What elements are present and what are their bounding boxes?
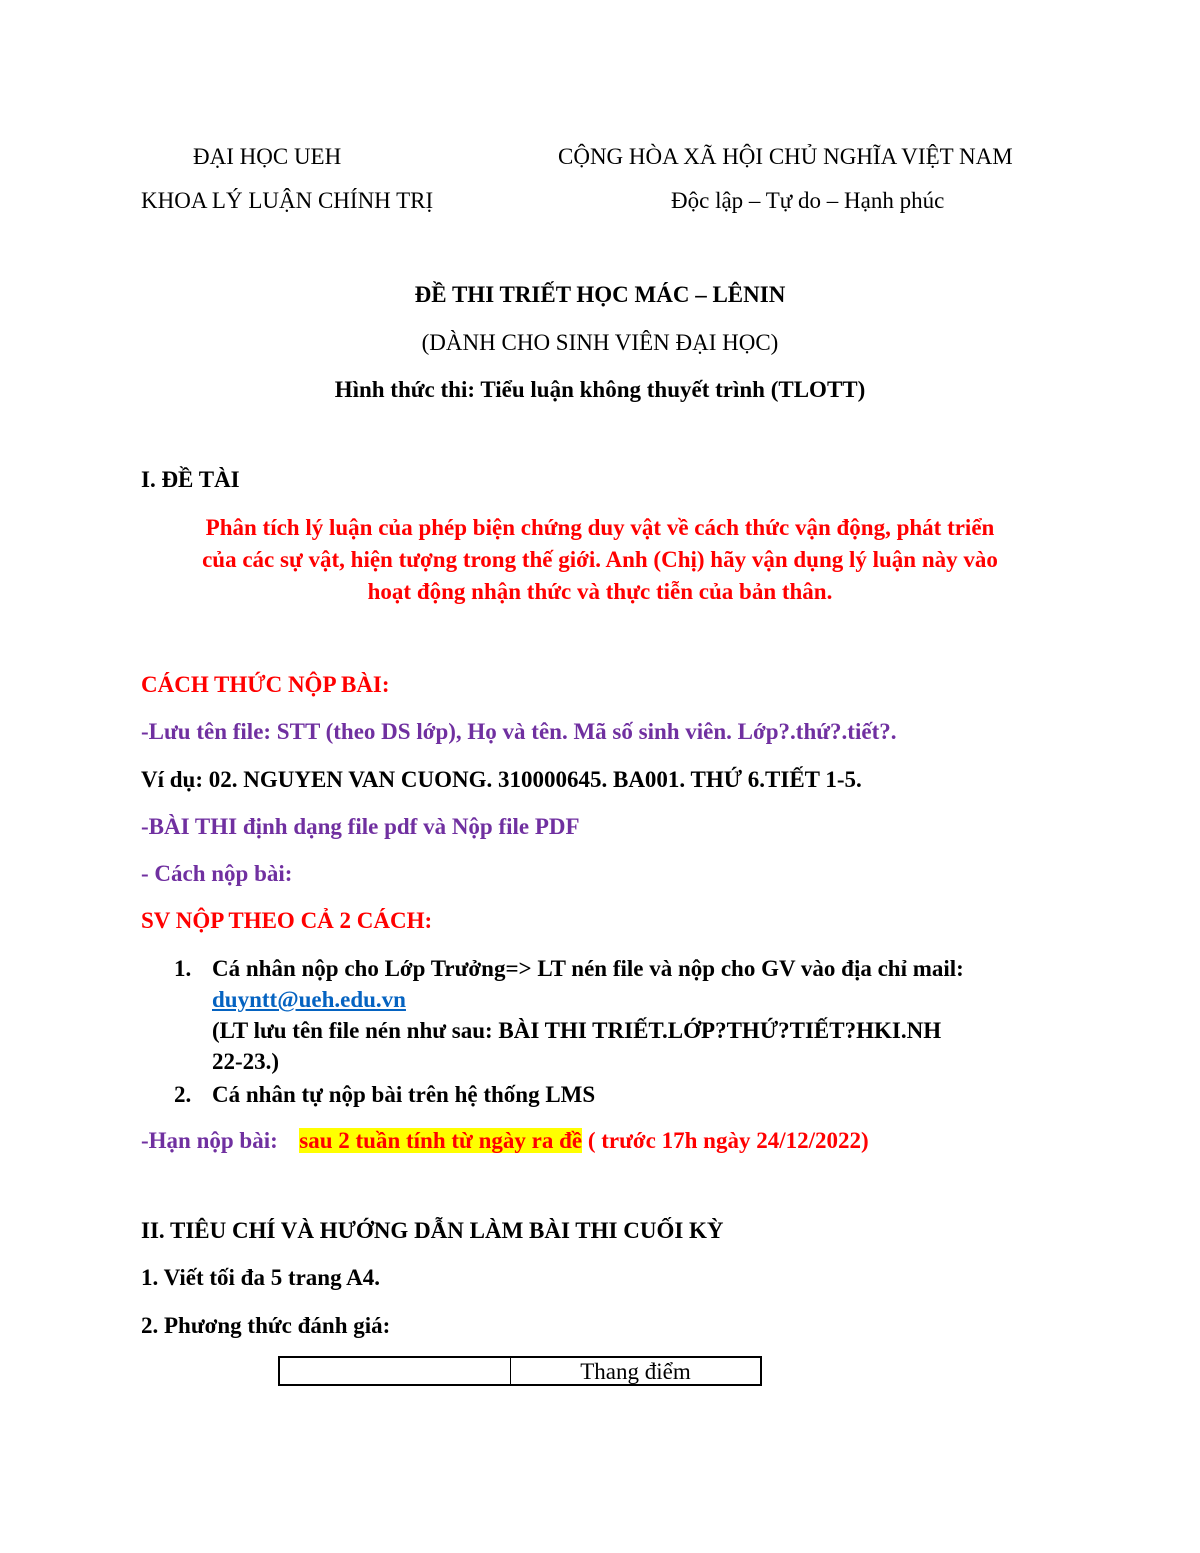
email-line	[212, 987, 406, 1013]
filename-example: Ví dụ: 02. NGUYEN VAN CUONG. 310000645. BA001. THỨ 6.TIẾT 1-5.	[141, 767, 862, 792]
topic-line-2: của các sự vật, hiện tượng trong thế giới. Anh (Chị) hãy vận dụng lý luận này vào	[202, 547, 998, 572]
deadline-line	[141, 1128, 869, 1154]
zip-name-note-line-2: 22-23.)	[212, 1049, 280, 1074]
criteria-item-1: 1. Viết tối đa 5 trang A4.	[141, 1265, 380, 1290]
deadline-highlight: sau 2 tuần tính từ ngày ra đề	[299, 1128, 583, 1153]
scoring-table-header-right: Thang điểm	[580, 1359, 691, 1384]
national-motto: Độc lập – Tự do – Hạnh phúc	[671, 188, 945, 213]
topic-line-1: Phân tích lý luận của phép biện chứng duy vật về cách thức vận động, phát triển	[205, 515, 995, 540]
email-link[interactable]: duyntt@ueh.edu.vn	[212, 987, 406, 1012]
deadline-date: ( trước 17h ngày 24/12/2022)	[587, 1128, 869, 1153]
list-item-1-text: Cá nhân nộp cho Lớp Trưởng=> LT nén file và nộp cho GV vào địa chỉ mail:	[212, 956, 964, 981]
national-title: CỘNG HÒA XÃ HỘI CHỦ NGHĨA VIỆT NAM	[558, 144, 1013, 169]
topic-line-3: hoạt động nhận thức và thực tiễn của bản thân.	[367, 579, 833, 604]
zip-name-note-line-1: (LT lưu tên file nén như sau: BÀI THI TRIẾT.LỚP?THỨ?TIẾT?HKI.NH	[212, 1018, 942, 1043]
criteria-item-2: 2. Phương thức đánh giá:	[141, 1313, 391, 1338]
faculty-name: KHOA LÝ LUẬN CHÍNH TRỊ	[141, 188, 434, 213]
submission-heading: CÁCH THỨC NỘP BÀI:	[141, 672, 390, 697]
scoring-table-header-left	[280, 1358, 511, 1384]
submission-method-label: - Cách nộp bài:	[141, 861, 293, 886]
list-item-number-1: 1.	[174, 956, 192, 981]
exam-title: ĐỀ THI TRIẾT HỌC MÁC – LÊNIN	[414, 282, 786, 307]
topic-text	[140, 512, 1060, 608]
list-item-number-2: 2.	[174, 1082, 192, 1107]
two-ways-heading: SV NỘP THEO CẢ 2 CÁCH:	[141, 908, 433, 933]
deadline-label: -Hạn nộp bài:	[141, 1128, 278, 1153]
exam-subtitle: (DÀNH CHO SINH VIÊN ĐẠI HỌC)	[421, 330, 779, 355]
university-name: ĐẠI HỌC UEH	[193, 144, 342, 169]
section1-heading: I. ĐỀ TÀI	[141, 467, 240, 492]
filename-rule: -Lưu tên file: STT (theo DS lớp), Họ và tên. Mã số sinh viên. Lớp?.thứ?.tiết?.	[141, 719, 897, 744]
scoring-table	[278, 1356, 762, 1386]
file-format-rule: -BÀI THI định dạng file pdf và Nộp file PDF	[141, 814, 580, 839]
section2-heading: II. TIÊU CHÍ VÀ HƯỚNG DẪN LÀM BÀI THI CUỐI KỲ	[141, 1218, 724, 1243]
list-item-2-text: Cá nhân tự nộp bài trên hệ thống LMS	[212, 1082, 596, 1107]
exam-format: Hình thức thi: Tiểu luận không thuyết trình (TLOTT)	[334, 377, 866, 402]
